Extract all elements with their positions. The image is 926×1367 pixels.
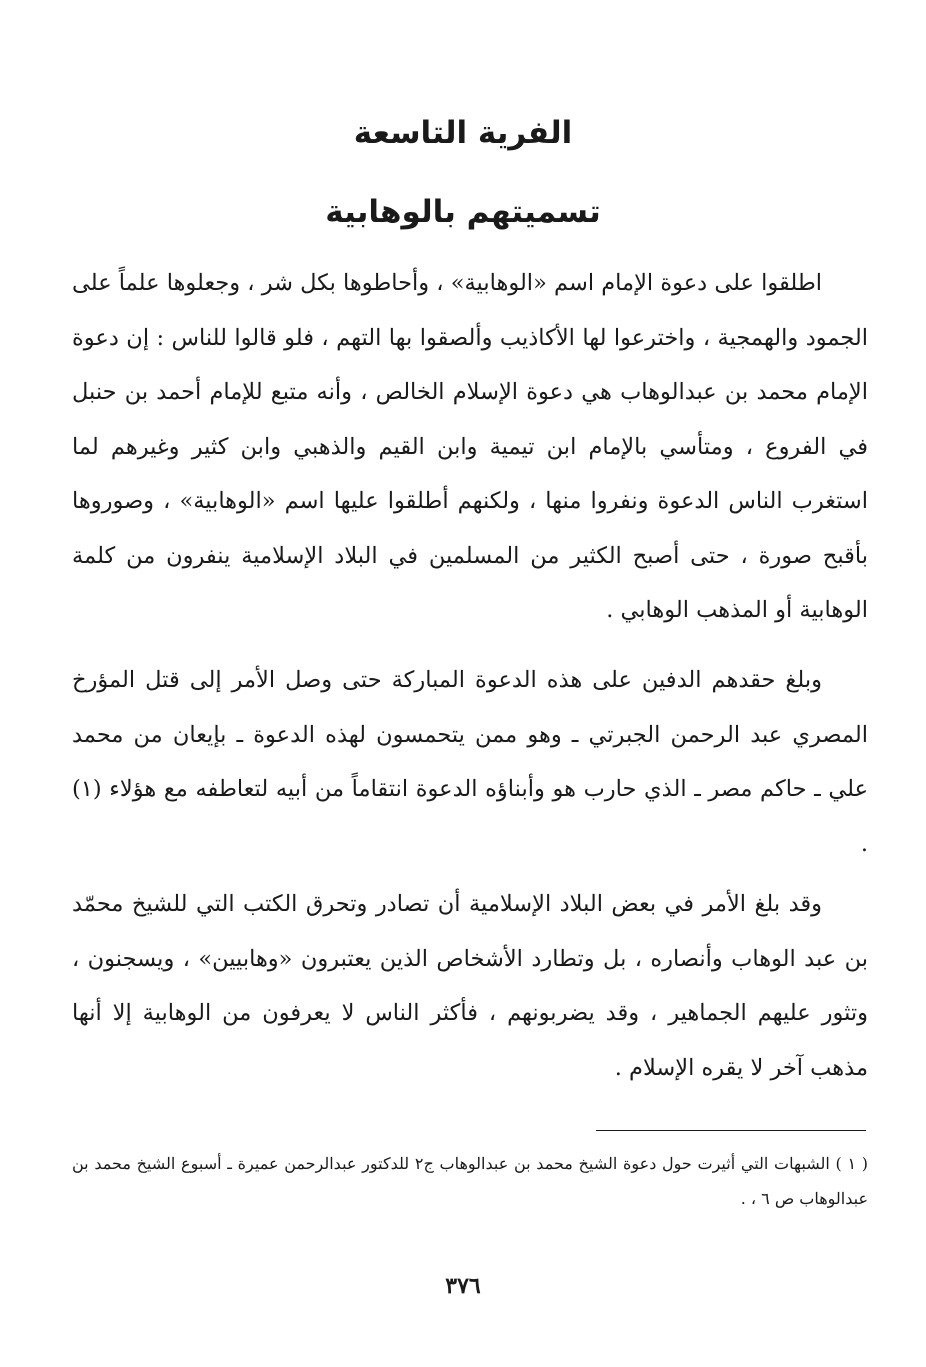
paragraph-2: وبلغ حقدهم الدفين على هذه الدعوة المباركة حتى وصل الأمر إلى قتل المؤرخ المصري عبد الرحمن الجبرتي ـ وهو ممن يتحمسون لهذه الدعوة ـ بإيعان من محمد علي ـ حاكم مصر ـ الذي حارب هو وأبناؤه الدعوة انتقاماً من أبيه لتعاطفه مع هؤلاء (١) . — [72, 667, 868, 857]
paragraph-1: اطلقوا على دعوة الإمام اسم «الوهابية» ، وأحاطوها بكل شر ، وجعلوها علماً على الجمود والهمجية ، واخترعوا لها الأكاذيب وألصقوا بها التهم ، فلو قالوا للناس : إن دعوة الإمام محمد بن عبدالوهاب هي دعوة الإسلام الخالص ، وأنه متبع للإمام أحمد بن حنبل في الفروع ، ومتأسي بالإمام ابن تيمية وابن القيم والذهبي وابن كثير وغيرهم لما استغرب الناس الدعوة ونفروا منها ، ولكنهم أطلقوا عليها اسم «الوهابية» ، وصوروها بأقبح صورة ، حتى أصبح الكثير من المسلمين في البلاد الإسلامية ينفرون من كلمة الوهابية أو المذهب الوهابي . — [72, 270, 868, 623]
paragraph-3: وقد بلغ الأمر في بعض البلاد الإسلامية أن تصادر وتحرق الكتب التي للشيخ محمّد بن عبد الوهاب وأنصاره ، بل وتطارد الأشخاص الذين يعتبرون «وهابيين» ، ويسجنون ، وتثور عليهم الجماهير ، وقد يضربونهم ، فأكثر الناس لا يعرفون من الوهابية إلا أنها مذهب آخر لا يقره الإسلام . — [72, 891, 868, 1081]
page-number: ٣٧٦ — [445, 1273, 481, 1299]
chapter-title: الفرية التاسعة — [353, 115, 573, 151]
footnote: ( ١ ) الشبهات التي أثيرت حول دعوة الشيخ محمد بن عبدالوهاب ج٢ للدكتور عبدالرحمن عميرة ـ أسبوع الشيخ محمد بن عبدالوهاب ص ٦ ، . — [72, 1154, 868, 1208]
footnote-divider — [596, 1130, 866, 1131]
chapter-subtitle: تسميتهم بالوهابية — [325, 194, 601, 230]
